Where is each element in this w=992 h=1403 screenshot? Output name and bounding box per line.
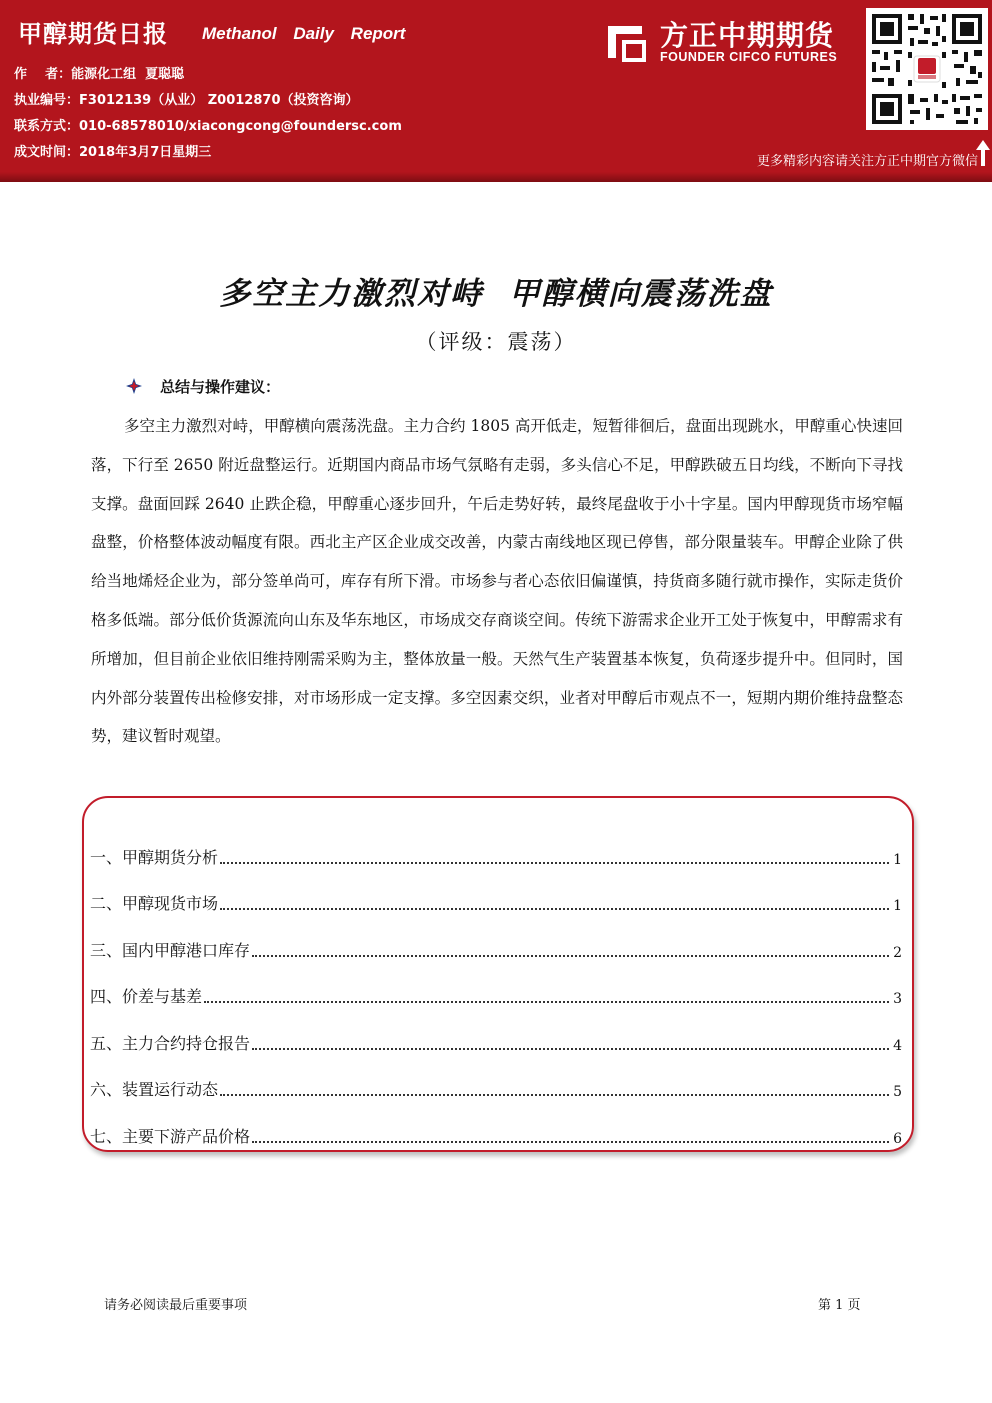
company-logo bbox=[604, 14, 854, 66]
toc-dot-leader bbox=[252, 1140, 889, 1143]
toc-item-label: 一、甲醇期货分析 bbox=[90, 848, 219, 867]
toc-item-page: 5 bbox=[893, 1084, 902, 1100]
toc-dot-leader bbox=[220, 907, 889, 910]
document-rating: （评级：震荡） bbox=[415, 330, 577, 354]
contact-value: 010-68578010/xiacongcong@foundersc.com bbox=[79, 119, 402, 134]
follow-wechat-text: 更多精彩内容请关注方正中期官方微信 bbox=[756, 154, 978, 169]
toc-dot-leader bbox=[204, 1000, 889, 1003]
date-value: 2018年3月7日星期三 bbox=[79, 145, 212, 160]
date-label: 成文时间： bbox=[14, 145, 80, 160]
toc-dot-leader bbox=[252, 1047, 889, 1050]
author-label: 作 者： bbox=[14, 67, 72, 82]
toc-item-label: 七、主要下游产品价格 bbox=[90, 1127, 251, 1146]
contact-line bbox=[14, 115, 402, 134]
toc-dot-leader bbox=[252, 954, 889, 957]
toc-item-page: 2 bbox=[893, 945, 902, 961]
license-value: F3012139（从业） Z0012870（投资咨询） bbox=[79, 93, 359, 108]
section-heading: 总结与操作建议： bbox=[160, 378, 281, 396]
toc-item-label: 二、甲醇现货市场 bbox=[90, 894, 219, 913]
logo-text-cn: 方正中期期货 bbox=[660, 19, 835, 52]
date-line bbox=[14, 141, 211, 160]
bullet-icon bbox=[126, 378, 142, 394]
toc-item[interactable] bbox=[90, 892, 902, 914]
toc-item-page: 3 bbox=[893, 991, 902, 1007]
toc-item-page: 1 bbox=[893, 852, 902, 868]
toc-item[interactable] bbox=[90, 846, 902, 868]
summary-paragraph: 多空主力激烈对峙，甲醇横向震荡洗盘。主力合约 1805 高开低走，短暂徘徊后，盘面出现跳水，甲醇重心快速回落，下行至 2650 附近盘整运行。近期国内商品市场气氛略有走弱，多头信心不足，甲醇跌破五日均线，不断向下寻找支撑。盘面回踩 2640 止跌企稳，甲醇重心逐步回升，午后走势好转，最终尾盘收于小十字星。国内甲醇现货市场窄幅盘整，价格整体波动幅度有限。西北主产区企业成交改善，内蒙古南线地区现已停售，部分限量装车。甲醇企业除了供给当地烯烃企业为，部分签单尚可，库存有所下滑。市场参与者心态依旧偏谨慎，持货商多随行就市操作，实际走货价格多低端。部分低价货源流向山东及华东地区，市场成交存商谈空间。传统下游需求企业开工处于恢复中，甲醇需求有所增加，但目前企业依旧维持刚需采购为主，整体放量一般。天然气生产装置基本恢复，负荷逐步提升中。但同时，国内外部分装置传出检修安排，对市场形成一定支撑。多空因素交织，业者对甲醇后市观点不一，短期内期价维持盘整态势，建议暂时观望。 bbox=[91, 417, 903, 746]
toc-item-label: 六、装置运行动态 bbox=[90, 1080, 219, 1099]
contact-label: 联系方式： bbox=[14, 119, 80, 134]
toc-item-label: 五、主力合约持仓报告 bbox=[90, 1034, 251, 1053]
toc-dot-leader bbox=[220, 861, 889, 864]
author-value: 能源化工组 夏聪聪 bbox=[71, 67, 185, 82]
report-series-title: 甲醇期货日报 bbox=[18, 20, 168, 48]
toc-item[interactable] bbox=[90, 1125, 902, 1147]
toc-item[interactable] bbox=[90, 1032, 902, 1054]
toc-item-label: 四、价差与基差 bbox=[90, 987, 203, 1006]
footer-notice: 请务必阅读最后重要事项 bbox=[104, 1298, 248, 1313]
toc-item-page: 6 bbox=[893, 1131, 902, 1147]
toc-item-page: 1 bbox=[893, 898, 902, 914]
document-title: 多空主力激烈对峙 甲醇横向震荡洗盘 bbox=[219, 276, 773, 312]
license-label: 执业编号： bbox=[14, 93, 80, 108]
arrow-up-icon bbox=[976, 140, 990, 166]
founder-logo-icon bbox=[604, 18, 650, 64]
license-line bbox=[14, 89, 358, 108]
author-line bbox=[14, 63, 184, 82]
header-divider bbox=[0, 172, 992, 182]
wechat-qr-code[interactable] bbox=[866, 8, 988, 130]
toc-item[interactable] bbox=[90, 985, 902, 1007]
toc-item[interactable] bbox=[90, 1078, 902, 1100]
page-number: 第 1 页 bbox=[818, 1298, 861, 1313]
report-header bbox=[0, 0, 992, 172]
toc-dot-leader bbox=[220, 1093, 889, 1096]
report-series-title-en: Methanol Daily Report bbox=[202, 24, 406, 43]
toc-item-label: 三、国内甲醇港口库存 bbox=[90, 941, 251, 960]
logo-text-en: FOUNDER CIFCO FUTURES bbox=[660, 50, 838, 64]
toc-item[interactable] bbox=[90, 939, 902, 961]
toc-item-page: 4 bbox=[893, 1038, 902, 1054]
